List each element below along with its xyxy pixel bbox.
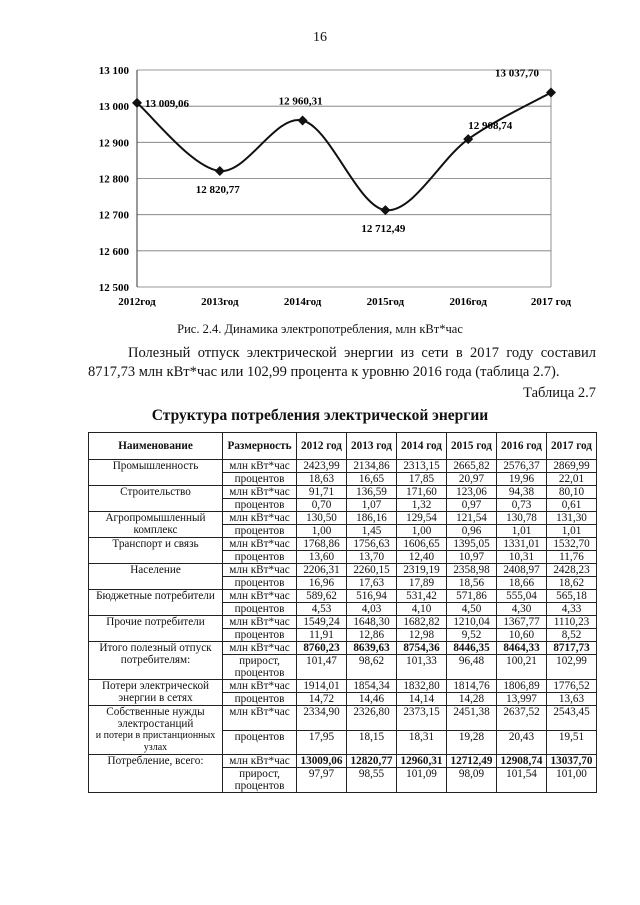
data-label: 12 960,31 xyxy=(278,95,323,108)
table-cell: 12,40 xyxy=(397,551,447,564)
table-cell: 14,46 xyxy=(347,693,397,706)
table-cell: 2428,23 xyxy=(547,564,597,577)
table-cell: 1532,70 xyxy=(547,538,597,551)
table-cell: 98,62 xyxy=(347,655,397,680)
table-cell: 13,70 xyxy=(347,551,397,564)
table-cell: 96,48 xyxy=(447,655,497,680)
table-label: Таблица 2.7 xyxy=(523,385,596,401)
table-cell: 2408,97 xyxy=(497,564,547,577)
table-cell: 10,97 xyxy=(447,551,497,564)
row-unit: млн кВт*час xyxy=(223,755,297,768)
x-tick-label: 2012год xyxy=(118,296,156,308)
data-label: 13 009,06 xyxy=(145,97,189,110)
y-tick-label: 12 700 xyxy=(98,209,129,222)
column-header: 2013 год xyxy=(347,433,397,460)
table-cell: 12908,74 xyxy=(497,755,547,768)
table-cell: 18,56 xyxy=(447,577,497,590)
row-unit: процентов xyxy=(223,730,297,755)
table-row xyxy=(89,538,597,551)
table-cell: 19,96 xyxy=(497,473,547,486)
table-cell: 11,76 xyxy=(547,551,597,564)
row-unit: процентов xyxy=(223,525,297,538)
row-unit: процентов xyxy=(223,499,297,512)
table-cell: 101,09 xyxy=(397,768,447,793)
table-cell: 1331,01 xyxy=(497,538,547,551)
row-unit: процентов xyxy=(223,629,297,642)
row-unit: млн кВт*час xyxy=(223,564,297,577)
table-cell: 101,47 xyxy=(297,655,347,680)
table-cell: 2334,90 xyxy=(297,706,347,731)
table-cell: 565,18 xyxy=(547,590,597,603)
table-cell: 94,38 xyxy=(497,486,547,499)
row-unit: процентов xyxy=(223,693,297,706)
column-header: 2012 год xyxy=(297,433,347,460)
table-cell: 1648,30 xyxy=(347,616,397,629)
column-header: 2015 год xyxy=(447,433,497,460)
table-cell: 1,45 xyxy=(347,525,397,538)
row-category-note: и потери в пристанционных узлах xyxy=(95,730,216,753)
table-cell: 4,33 xyxy=(547,603,597,616)
table-cell: 17,95 xyxy=(297,730,347,755)
row-category: Агропромышленный комплекс xyxy=(89,512,223,538)
y-tick-label: 13 000 xyxy=(98,101,129,114)
table-cell: 13037,70 xyxy=(547,755,597,768)
table-cell: 171,60 xyxy=(397,486,447,499)
table-row xyxy=(89,590,597,603)
y-tick-label: 12 600 xyxy=(98,245,129,258)
table-cell: 1854,34 xyxy=(347,680,397,693)
table-cell: 14,14 xyxy=(397,693,447,706)
row-unit: млн кВт*час xyxy=(223,538,297,551)
table-cell: 1814,76 xyxy=(447,680,497,693)
column-header: 2017 год xyxy=(547,433,597,460)
table-cell: 16,65 xyxy=(347,473,397,486)
table-cell: 13,60 xyxy=(297,551,347,564)
table-cell: 1682,82 xyxy=(397,616,447,629)
table-cell: 97,97 xyxy=(297,768,347,793)
table-cell: 121,54 xyxy=(447,512,497,525)
table-cell: 4,03 xyxy=(347,603,397,616)
table-cell: 8754,36 xyxy=(397,642,447,655)
data-label: 13 037,70 xyxy=(495,67,539,80)
table-cell: 12960,31 xyxy=(397,755,447,768)
table-cell: 0,73 xyxy=(497,499,547,512)
row-unit: млн кВт*час xyxy=(223,590,297,603)
table-cell: 19,28 xyxy=(447,730,497,755)
table-cell: 130,50 xyxy=(297,512,347,525)
row-unit: млн кВт*час xyxy=(223,706,297,731)
table-cell: 13009,06 xyxy=(297,755,347,768)
column-header: Размерность xyxy=(223,433,297,460)
table-cell: 16,96 xyxy=(297,577,347,590)
table-row xyxy=(89,460,597,473)
body-paragraph: Полезный отпуск электрической энергии из сети в 2017 году составил 8717,73 млн кВт*час или 102,99 процента к уровню 2016 года (таблица 2.7). xyxy=(88,345,596,380)
row-unit: процентов xyxy=(223,603,297,616)
table-cell: 0,97 xyxy=(447,499,497,512)
table-cell: 4,50 xyxy=(447,603,497,616)
table-cell: 1549,24 xyxy=(297,616,347,629)
table-cell: 18,62 xyxy=(547,577,597,590)
x-tick-label: 2017 год xyxy=(530,296,572,308)
row-unit: млн кВт*час xyxy=(223,680,297,693)
table-cell: 13,63 xyxy=(547,693,597,706)
table-title: Структура потребления электрической энергии xyxy=(151,407,489,424)
y-tick-label: 12 800 xyxy=(98,173,129,186)
table-cell: 8,52 xyxy=(547,629,597,642)
table-cell: 131,30 xyxy=(547,512,597,525)
table-row xyxy=(89,642,597,655)
table-cell: 80,10 xyxy=(547,486,597,499)
column-header: Наименование xyxy=(89,433,223,460)
table-row xyxy=(89,680,597,693)
table-cell: 101,33 xyxy=(397,655,447,680)
table-cell: 1768,86 xyxy=(297,538,347,551)
table-cell: 98,55 xyxy=(347,768,397,793)
table-cell: 1,01 xyxy=(547,525,597,538)
row-category: Прочие потребители xyxy=(89,616,223,642)
data-point-marker xyxy=(215,166,225,176)
table-cell: 2373,15 xyxy=(397,706,447,731)
column-header: 2016 год xyxy=(497,433,547,460)
table-header-row xyxy=(89,433,597,460)
row-category: Потери электрической энергии в сетях xyxy=(89,680,223,706)
table-cell: 4,10 xyxy=(397,603,447,616)
table-cell: 129,54 xyxy=(397,512,447,525)
table-cell: 2206,31 xyxy=(297,564,347,577)
row-category: Бюджетные потребители xyxy=(89,590,223,616)
table-cell: 20,97 xyxy=(447,473,497,486)
table-cell: 8639,63 xyxy=(347,642,397,655)
table-cell: 2543,45 xyxy=(547,706,597,731)
data-point-marker xyxy=(546,88,556,98)
table-cell: 98,09 xyxy=(447,768,497,793)
data-label: 12 908,74 xyxy=(468,120,513,133)
table-cell: 1606,65 xyxy=(397,538,447,551)
table-cell: 2869,99 xyxy=(547,460,597,473)
table-cell: 9,52 xyxy=(447,629,497,642)
table-cell: 1210,04 xyxy=(447,616,497,629)
table-cell: 2423,99 xyxy=(297,460,347,473)
table-cell: 19,51 xyxy=(547,730,597,755)
table-cell: 8717,73 xyxy=(547,642,597,655)
table-row xyxy=(89,755,597,768)
table-cell: 1806,89 xyxy=(497,680,547,693)
table-cell: 1756,63 xyxy=(347,538,397,551)
consumption-line-chart xyxy=(80,58,572,314)
table-cell: 2576,37 xyxy=(497,460,547,473)
consumption-structure-table xyxy=(88,432,597,793)
table-cell: 589,62 xyxy=(297,590,347,603)
table-cell: 100,21 xyxy=(497,655,547,680)
table-cell: 2313,15 xyxy=(397,460,447,473)
table-cell: 4,30 xyxy=(497,603,547,616)
table-cell: 2260,15 xyxy=(347,564,397,577)
table-row xyxy=(89,486,597,499)
table-cell: 531,42 xyxy=(397,590,447,603)
table-cell: 10,60 xyxy=(497,629,547,642)
y-tick-label: 12 900 xyxy=(98,137,129,150)
table-cell: 186,16 xyxy=(347,512,397,525)
table-cell: 555,04 xyxy=(497,590,547,603)
table-cell: 101,00 xyxy=(547,768,597,793)
row-unit: прирост, процентов xyxy=(223,768,297,793)
table-row xyxy=(89,512,597,525)
table-row xyxy=(89,564,597,577)
x-tick-label: 2015год xyxy=(366,296,405,308)
table-cell: 2637,52 xyxy=(497,706,547,731)
row-unit: млн кВт*час xyxy=(223,460,297,473)
table-cell: 0,61 xyxy=(547,499,597,512)
row-category: Итого полезный отпуск потребителям: xyxy=(89,642,223,680)
table-cell: 516,94 xyxy=(347,590,397,603)
row-category: Потребление, всего: xyxy=(89,755,223,793)
table-cell: 0,96 xyxy=(447,525,497,538)
table-cell: 18,63 xyxy=(297,473,347,486)
table-cell: 2451,38 xyxy=(447,706,497,731)
table-cell: 2358,98 xyxy=(447,564,497,577)
table-cell: 13,997 xyxy=(497,693,547,706)
row-unit: процентов xyxy=(223,551,297,564)
data-point-marker xyxy=(380,205,390,215)
y-tick-label: 13 100 xyxy=(98,65,129,77)
table-cell: 8446,35 xyxy=(447,642,497,655)
table-cell: 8464,33 xyxy=(497,642,547,655)
table-cell: 1,32 xyxy=(397,499,447,512)
table-cell: 1395,05 xyxy=(447,538,497,551)
table-cell: 1,01 xyxy=(497,525,547,538)
table-cell: 2326,80 xyxy=(347,706,397,731)
table-cell: 12,86 xyxy=(347,629,397,642)
x-tick-label: 2014год xyxy=(283,296,322,308)
table-cell: 12,98 xyxy=(397,629,447,642)
table-cell: 91,71 xyxy=(297,486,347,499)
table-cell: 11,91 xyxy=(297,629,347,642)
row-unit: млн кВт*час xyxy=(223,486,297,499)
table-cell: 17,85 xyxy=(397,473,447,486)
table-cell: 8760,23 xyxy=(297,642,347,655)
data-point-marker xyxy=(298,116,308,126)
table-cell: 571,86 xyxy=(447,590,497,603)
table-cell: 1914,01 xyxy=(297,680,347,693)
table-cell: 123,06 xyxy=(447,486,497,499)
x-tick-label: 2016год xyxy=(449,296,487,308)
table-row xyxy=(89,706,597,731)
table-cell: 18,15 xyxy=(347,730,397,755)
row-unit: прирост, процентов xyxy=(223,655,297,680)
data-label: 12 712,49 xyxy=(361,223,406,236)
table-cell: 1,00 xyxy=(297,525,347,538)
table-cell: 20,43 xyxy=(497,730,547,755)
table-cell: 2319,19 xyxy=(397,564,447,577)
row-unit: млн кВт*час xyxy=(223,642,297,655)
row-category: Собственные нужды электростанций и потери в пристанционных узлах xyxy=(89,706,223,755)
table-cell: 18,31 xyxy=(397,730,447,755)
row-unit: млн кВт*час xyxy=(223,512,297,525)
table-cell: 101,54 xyxy=(497,768,547,793)
table-cell: 4,53 xyxy=(297,603,347,616)
table-cell: 22,01 xyxy=(547,473,597,486)
table-cell: 2665,82 xyxy=(447,460,497,473)
figure-caption: Рис. 2.4. Динамика электропотребления, млн кВт*час xyxy=(177,322,463,336)
table-cell: 130,78 xyxy=(497,512,547,525)
table-cell: 1,07 xyxy=(347,499,397,512)
row-category: Строительство xyxy=(89,486,223,512)
page-number: 16 xyxy=(313,30,327,45)
row-category: Население xyxy=(89,564,223,590)
table-cell: 14,28 xyxy=(447,693,497,706)
table-cell: 17,63 xyxy=(347,577,397,590)
table-cell: 1,00 xyxy=(397,525,447,538)
table-row xyxy=(89,616,597,629)
table-cell: 10,31 xyxy=(497,551,547,564)
table-cell: 18,66 xyxy=(497,577,547,590)
column-header: 2014 год xyxy=(397,433,447,460)
table-cell: 1367,77 xyxy=(497,616,547,629)
table-cell: 1832,80 xyxy=(397,680,447,693)
row-unit: процентов xyxy=(223,577,297,590)
table-cell: 1776,52 xyxy=(547,680,597,693)
data-label: 12 820,77 xyxy=(195,183,240,196)
table-cell: 12820,77 xyxy=(347,755,397,768)
row-category: Промышленность xyxy=(89,460,223,486)
table-cell: 136,59 xyxy=(347,486,397,499)
table-cell: 12712,49 xyxy=(447,755,497,768)
row-category: Транспорт и связь xyxy=(89,538,223,564)
table-cell: 0,70 xyxy=(297,499,347,512)
table-cell: 14,72 xyxy=(297,693,347,706)
row-unit: млн кВт*час xyxy=(223,616,297,629)
table-cell: 102,99 xyxy=(547,655,597,680)
row-unit: процентов xyxy=(223,473,297,486)
table-cell: 2134,86 xyxy=(347,460,397,473)
x-tick-label: 2013год xyxy=(201,296,239,308)
table-cell: 17,89 xyxy=(397,577,447,590)
y-tick-label: 12 500 xyxy=(98,282,129,294)
table-cell: 1110,23 xyxy=(547,616,597,629)
